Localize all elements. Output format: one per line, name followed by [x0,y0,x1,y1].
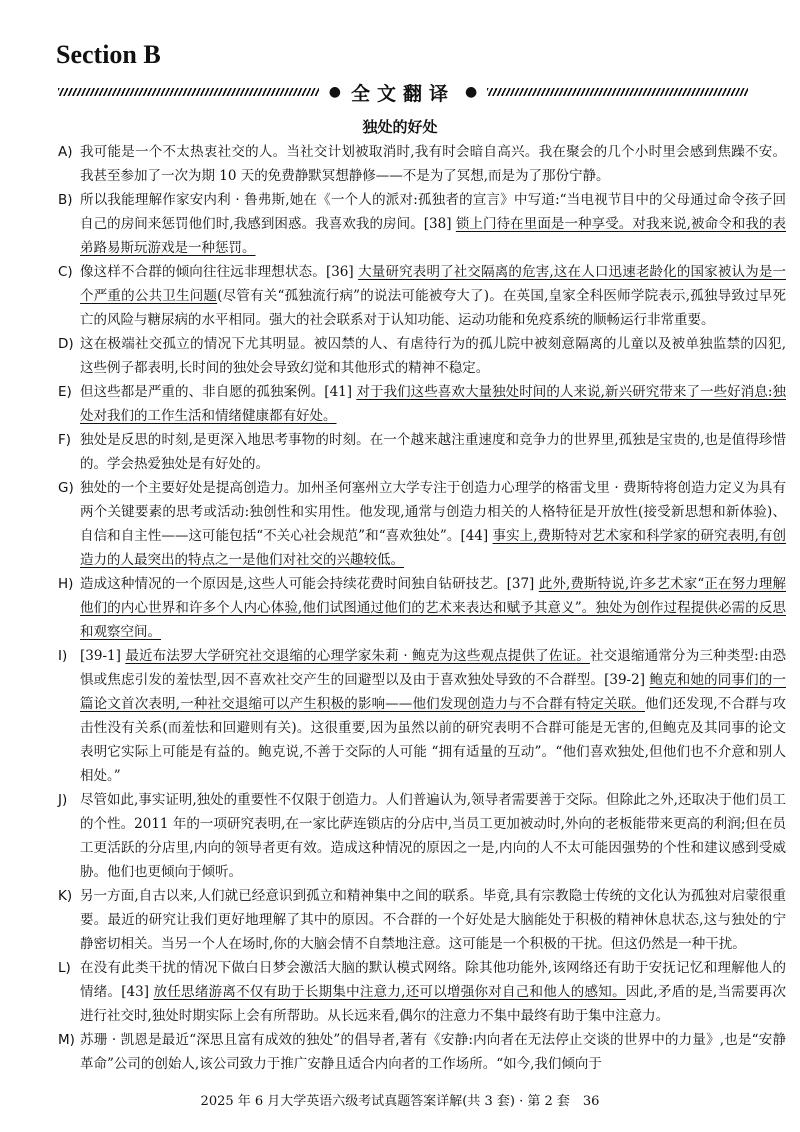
paragraph [58,332,786,380]
text-segment: 另一方面,自古以来,人们就已经意识到孤立和精神集中之间的联系。毕竟,具有宗教隐士传统的文化认为孤独对启蒙很重要。最近的研究让我们更好地理解了其中的原因。不合群的一个好处是大脑能处于积极的精神休息状态,这与独处的宁静密切相关。当另一个人在场时,你的大脑会情不自禁地注意。这可能是一个积极的干扰。但这仍然是一种干扰。 [80,888,786,952]
paragraph-label: I) [58,648,68,664]
paragraph-text [80,476,786,572]
banner-title: 全文翻译 [351,82,456,105]
paragraph-label: B) [58,192,73,208]
paragraph-text [80,644,786,788]
text-segment: 独处是反思的时刻,是更深入地思考事物的时刻。在一个越来越注重速度和竞争力的世界里,孤独是宝贵的,也是值得珍惜的。学会热爱独处是有好处的。 [80,432,786,472]
paragraph [58,428,786,476]
question-reference: [36] [325,264,359,280]
paragraph-text [80,380,786,428]
answer-underline-text: 此外,费斯特说,许多艺术家“正在努力理解他们的内心世界和许多个人内心体验,他们试图通过他们的艺术来表达和赋予其意义”。独处为创作过程提供必需的反思和观察空间。 [80,576,786,640]
paragraph [58,572,786,644]
question-reference: [37] [506,576,539,592]
paragraph-label: A) [58,144,73,160]
page-footer: 2025 年 6 月大学英语六级考试真题答案详解(共 3 套) · 第 2 套 36 [200,1094,600,1109]
text-segment: 尽管如此,事实证明,独处的重要性不仅限于创造力。人们普遍认为,领导者需要善于交际。但除此之外,还取决于他们员工的个性。2011 年的一项研究表明,在一家比萨连锁店的分店中,当员工更加被动时,外向的老板能带来更高的利润;但在员工更活跃的分店里,内向的领导者更有效。造成这种情况的原因之一是,内向的人不太可能因强势的个性和建议感到受威胁。他们也更倾向于倾听。 [80,792,786,880]
paragraph-text [80,884,786,956]
answer-underline-text: 大量研究表明了社交隔离的危害,这在人口迅速老龄化的国家被认为是一个严重的公共卫生问题 [80,264,786,304]
paragraph-text [80,1028,786,1076]
section-heading: Section B [56,40,161,69]
paragraph-text [80,428,786,476]
text-segment: 所以我能理解作家安内利 · 鲁弗斯,她在《一个人的派对:孤独者的宣言》中写道:“当电视节目中的父母通过命令孩子回自己的房间来惩罚他们时,我感到困惑。我喜欢我的房间。 [80,192,786,232]
text-segment: 我可能是一个不太热衷社交的人。当社交计划被取消时,我有时会暗自高兴。我在聚会的几个小时里会感到焦躁不安。我甚至参加了一次为期 10 天的免费静默冥想静修——不是为了冥想,而是为了那份宁静。 [80,144,786,184]
text-segment: 苏珊 · 凯恩是最近“深思且富有成效的独处”的倡导者,著有《安静:内向者在无法停止交谈的世界中的力量》,也是“安静革命”公司的创始人,该公司致力于推广安静且适合内向者的工作场所。“如今,我们倾向于 [80,1032,786,1072]
paragraph-label: E) [58,384,72,400]
text-segment: 这在极端社交孤立的情况下尤其明显。被囚禁的人、有虐待行为的孤儿院中被刻意隔离的儿童以及被单独监禁的囚犯,这些例子都表明,长时间的独处会导致幻觉和其他形式的精神不稳定。 [80,336,786,376]
banner-hatch-right [487,88,748,96]
answer-underline-text: 鲍克和她的同事们的一篇论文首次表明,一种社交退缩可以产生积极的影响——他们发现创造力与不合群有特定关联。 [80,672,787,712]
paragraph-label: F) [58,432,72,448]
paragraph-label: G) [58,480,74,496]
bullet-icon: ● [465,84,478,100]
text-segment: 像这样不合群的倾向往往远非理想状态。 [80,264,326,280]
text-segment: 社交退缩通常分为三种类型:由恐惧或焦虑引发的羞怯型,因不喜欢社交产生的回避型以及由于喜欢独处导致的不合群型。 [80,648,786,688]
paragraph-text [80,572,786,644]
question-reference: [39-2] [604,672,650,688]
paragraph-text [80,188,786,260]
answer-underline-text: 锁上门待在里面是一种享受。对我来说,被命令和我的表弟路易斯玩游戏是一种惩罚。 [80,216,786,256]
translation-banner [58,80,748,104]
paragraph-label: M) [58,1032,75,1048]
paragraph-label: C) [58,264,73,280]
paragraph-label: L) [58,960,71,976]
paragraph-text [80,260,786,332]
article-body [58,140,786,1076]
paragraph [58,884,786,956]
question-reference: [43] [121,984,154,1000]
paragraph [58,644,786,788]
paragraph [58,788,786,884]
text-segment: 独处的一个主要好处是提高创造力。加州圣何塞州立大学专注于创造力心理学的格雷戈里 · 费斯特将创造力定义为具有两个关键要素的思考或活动:独创性和实用性。他发现,通常与创造力相关的人格特征是开放性(接受新思想和新体验)、自信和自主性——这可能包括“不关心社会规范”和“喜欢独处”。 [80,480,786,544]
paragraph [58,956,786,1028]
answer-underline-text: 最近布法罗大学研究社交退缩的心理学家朱莉 · 鲍克为这些观点提供了佐证。 [125,648,590,664]
paragraph-text [80,332,786,380]
paragraph-text [80,956,786,1028]
paragraph-text [80,788,786,884]
text-segment: 但这些都是严重的、非自愿的孤独案例。 [80,384,325,400]
paragraph [58,476,786,572]
answer-underline-text: 事实上,费斯特对艺术家和科学家的研究表明,有创造力的人最突出的特点之一是他们对社交的兴趣较低。 [80,528,786,568]
paragraph-label: H) [58,576,74,592]
paragraph [58,1028,786,1076]
paragraph [58,260,786,332]
text-segment: 因此,矛盾的是,当需要再次进行社交时,独处时期实际上会有所帮助。从长远来看,偶尔的注意力不集中最终有助于集中注意力。 [80,984,786,1024]
text-segment: 他们还发现,不合群与攻击性没有关系(而羞怯和回避则有关)。这很重要,因为虽然以前的研究表明不合群可能是无害的,但鲍克及其同事的论文表明它实际上可能是有益的。鲍克说,不善于交际的人可能 “拥有适量的互动”。“他们喜欢独处,但他们也不介意和别人相处。” [80,696,786,784]
paragraph [58,140,786,188]
paragraph [58,380,786,428]
answer-underline-text: 放任思绪游离不仅有助于长期集中注意力,还可以增强你对自己和他人的感知。 [153,984,626,1000]
paragraph [58,188,786,260]
article-title: 独处的好处 [362,118,438,136]
text-segment: (尽管有关“孤独流行病”的说法可能被夸大了)。在英国,皇家全科医师学院表示,孤独导致过早死亡的风险与糖尿病的水平相同。强大的社会联系对于认知功能、运动功能和免疫系统的顺畅运行非常重要。 [80,288,787,328]
question-reference: [44] [460,528,493,544]
bullet-icon: ● [328,84,341,100]
question-reference: [39-1] [80,648,126,664]
paragraph-label: K) [58,888,73,904]
text-segment: 在没有此类干扰的情况下做白日梦会激活大脑的默认模式网络。除其他功能外,该网络还有助于安抚记忆和理解他人的情绪。 [80,960,786,1000]
paragraph-label: J) [58,792,68,808]
question-reference: [38] [423,216,456,232]
question-reference: [41] [324,384,357,400]
text-segment: 造成这种情况的一个原因是,这些人可能会持续花费时间独自钻研技艺。 [80,576,507,592]
banner-hatch-left [58,88,319,96]
paragraph-text [80,140,786,188]
answer-underline-text: 对于我们这些喜欢大量独处时间的人来说,新兴研究带来了一些好消息:独处对我们的工作生活和情绪健康都有好处。 [80,384,786,424]
paragraph-label: D) [58,336,74,352]
